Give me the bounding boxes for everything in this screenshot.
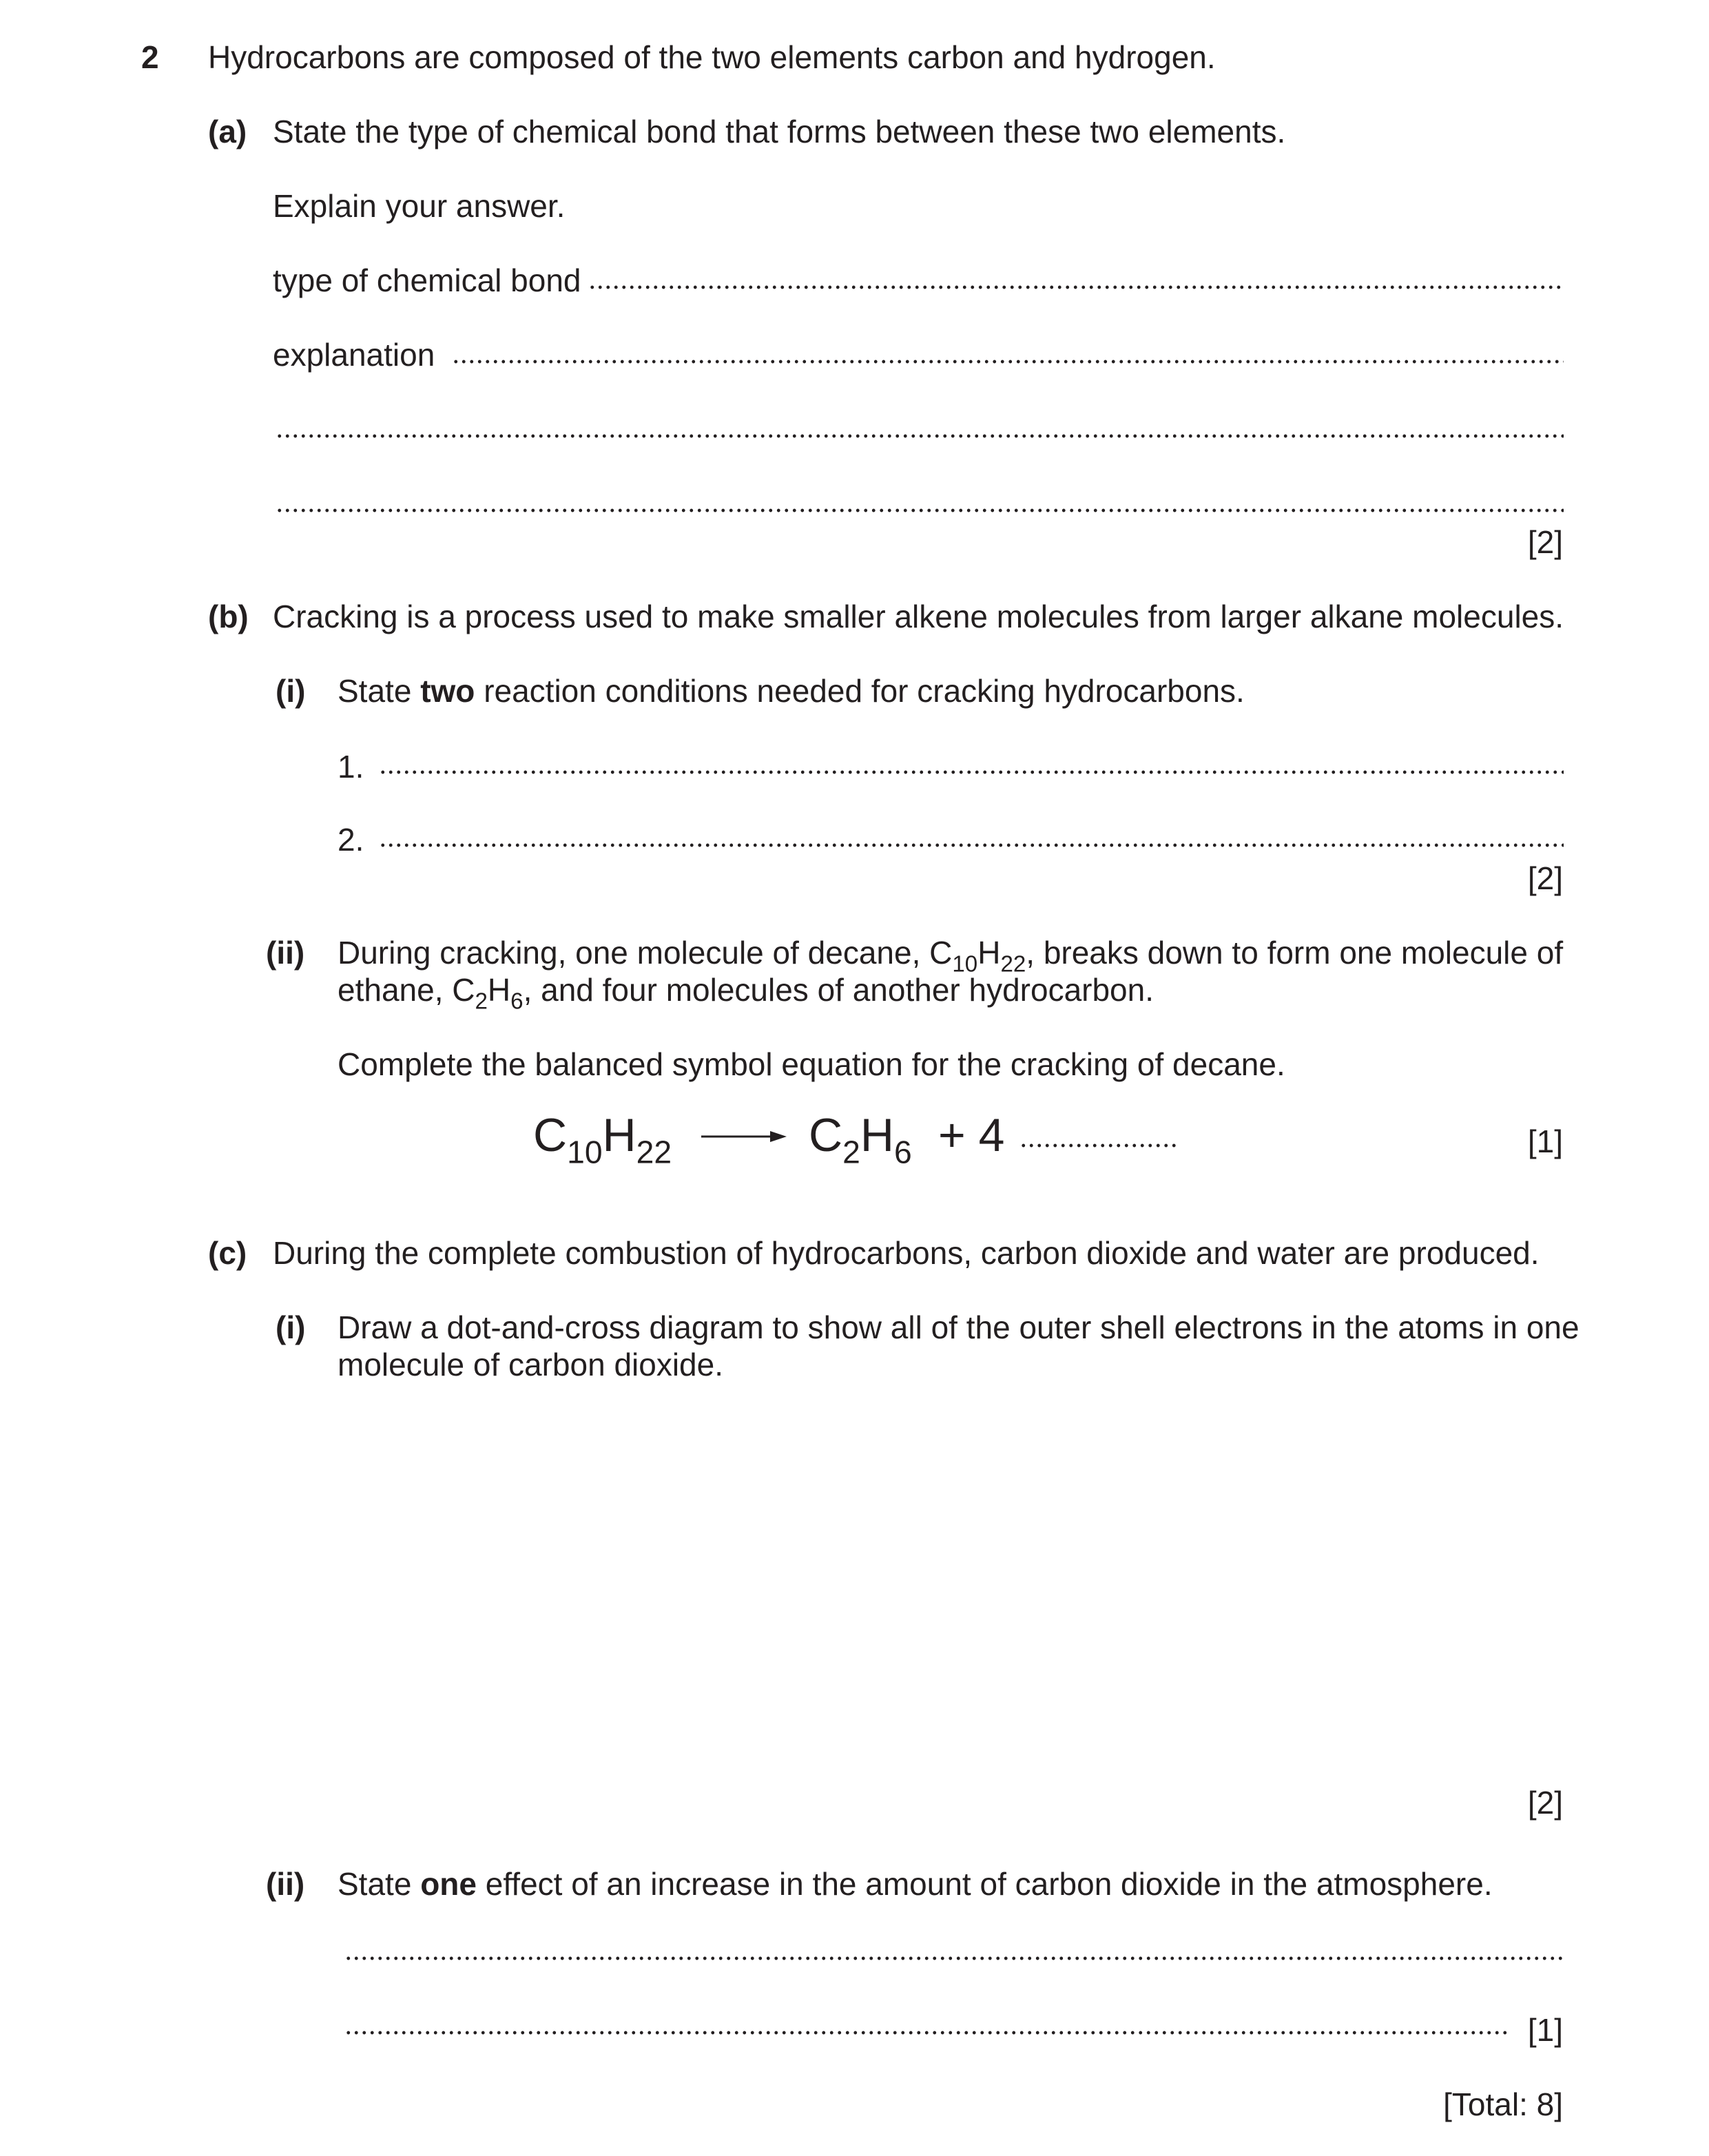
question-intro: Hydrocarbons are composed of the two elements carbon and hydrogen.: [208, 39, 1216, 75]
question-number: 2: [141, 39, 159, 75]
part-c-i-line-1: Draw a dot-and-cross diagram to show all of the outer shell electrons in the atoms in one: [338, 1309, 1579, 1345]
part-c-ii-label: (ii): [266, 1866, 305, 1902]
part-c-ii-prompt: State one effect of an increase in the amount of carbon dioxide in the atmosphere.: [338, 1866, 1493, 1902]
part-b-ii-label: (ii): [266, 935, 305, 971]
total-marks: [Total: 8]: [1443, 2086, 1563, 2122]
part-c-i-label: (i): [276, 1309, 306, 1345]
diagram-answer-space[interactable]: [338, 1398, 1564, 1763]
part-b-i-prompt: State two reaction conditions needed for cracking hydrocarbons.: [338, 673, 1245, 709]
explanation-answer-line-1[interactable]: [452, 360, 1564, 364]
condition-2-answer-line[interactable]: [379, 843, 1564, 847]
part-c-i-marks: [2]: [1527, 1785, 1563, 1821]
part-a-explain: Explain your answer.: [273, 188, 566, 224]
part-b-ii-instruction: Complete the balanced symbol equation for the cracking of decane.: [338, 1046, 1285, 1082]
equation-reactant: $C_{10}H_{22}$: [533, 1109, 672, 1170]
condition-1-answer-line[interactable]: [379, 770, 1564, 774]
explanation-answer-line-2[interactable]: [276, 434, 1564, 438]
bond-type-answer-line[interactable]: [588, 285, 1564, 289]
effect-answer-line-1[interactable]: [344, 1956, 1564, 1960]
condition-1-label: 1.: [338, 749, 364, 785]
part-b-label: (b): [208, 599, 249, 634]
part-b-ii-line-2: ethane, $C_2H_6$, and four molecules of another hydrocarbon.: [338, 972, 1154, 1015]
bond-type-label: type of chemical bond: [273, 262, 581, 298]
equation-product-ethane: $C_2H_6$: [809, 1109, 912, 1170]
part-b-i-label: (i): [276, 673, 306, 709]
part-c-ii-marks: [1]: [1527, 2012, 1563, 2048]
explanation-label: explanation: [273, 337, 435, 373]
part-c-prompt: During the complete combustion of hydrocarbons, carbon dioxide and water are produced.: [273, 1235, 1540, 1271]
equation-answer-line[interactable]: [1019, 1143, 1177, 1148]
part-c-i-line-2: molecule of carbon dioxide.: [338, 1347, 723, 1382]
equation-plus-four: + 4: [938, 1109, 1005, 1161]
explanation-answer-line-3[interactable]: [276, 508, 1564, 512]
effect-answer-line-2[interactable]: [344, 2031, 1509, 2035]
part-a-label: (a): [208, 114, 247, 149]
part-b-ii-marks: [1]: [1527, 1123, 1563, 1159]
part-c-label: (c): [208, 1235, 247, 1271]
condition-2-label: 2.: [338, 822, 364, 858]
part-b-prompt: Cracking is a process used to make smaller alkene molecules from larger alkane molecules.: [273, 599, 1564, 634]
part-b-ii-line-1: During cracking, one molecule of decane, $C_{10}H_{22}$, breaks down to form one molecule of: [338, 935, 1564, 977]
reaction-arrow-icon: [701, 1128, 787, 1145]
part-b-i-marks: [2]: [1527, 860, 1563, 896]
part-a-marks: [2]: [1527, 524, 1563, 560]
part-a-prompt: State the type of chemical bond that forms between these two elements.: [273, 114, 1286, 149]
